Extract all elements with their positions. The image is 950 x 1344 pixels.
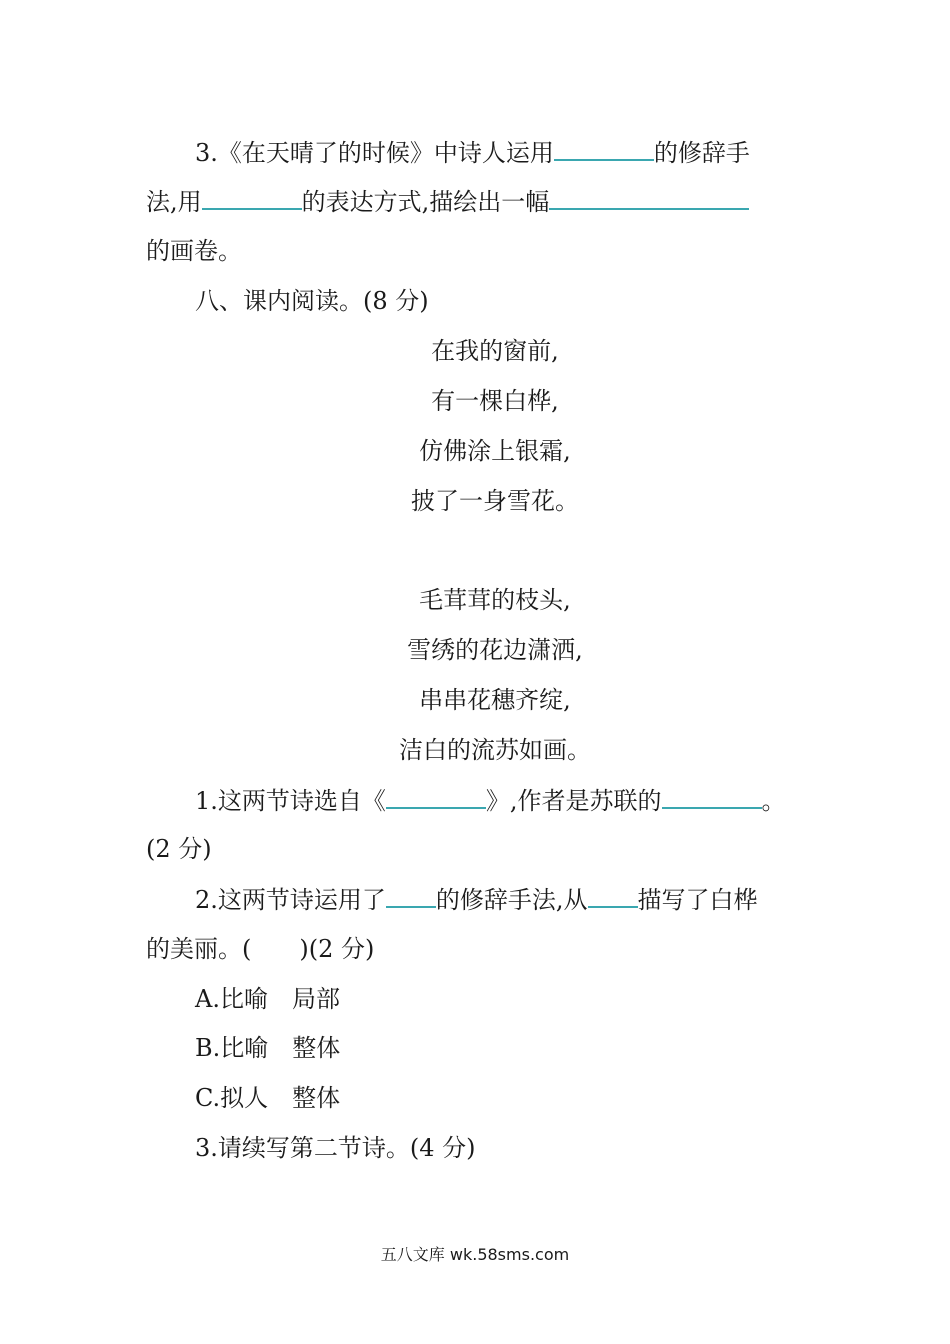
q1-text-2: 》,作者是苏联的	[485, 787, 662, 815]
poem-line: 仿佛涂上银霜,	[419, 437, 571, 465]
q3-text-3: 法,用	[146, 188, 202, 216]
q3-text-2: 的修辞手	[653, 139, 750, 167]
q1-blank-title[interactable]	[386, 785, 486, 809]
q2-blank-rhetoric[interactable]	[386, 884, 436, 908]
footer-watermark: 五八文库 wk.58sms.com	[380, 1245, 570, 1264]
q3-text-4: 的表达方式,描绘出一幅	[301, 188, 550, 216]
q2-option-a[interactable]: A.比喻 局部	[195, 985, 340, 1013]
poem-line: 雪绣的花边潇洒,	[407, 636, 583, 664]
q3-line2	[146, 186, 749, 217]
q3-text-5: 的画卷。	[146, 237, 242, 265]
q2-blank-perspective[interactable]	[588, 884, 638, 908]
q2-text-5: )(2 分)	[299, 935, 375, 963]
q2-option-c[interactable]: C.拟人 整体	[195, 1084, 341, 1112]
q1-text-3: 。	[761, 787, 786, 815]
q2-line2	[146, 934, 374, 964]
question-3: 3.请续写第二节诗。(4 分)	[195, 1134, 476, 1162]
q2-text-2: 的修辞手法,从	[435, 886, 588, 914]
q3-line3	[146, 236, 242, 266]
q2-option-b[interactable]: B.比喻 整体	[195, 1034, 341, 1062]
q2-text-3: 描写了白桦	[637, 886, 758, 914]
q2-text-4: 的美丽。(	[146, 935, 252, 963]
q3-text-1: 3.《在天晴了的时候》中诗人运用	[195, 139, 554, 167]
q2-text-1: 2.这两节诗运用了	[195, 886, 386, 914]
poem-line: 有一棵白桦,	[431, 387, 559, 415]
q3-blank-picture[interactable]	[549, 186, 749, 210]
q1-text-1: 1.这两节诗选自《	[195, 787, 386, 815]
poem-line: 披了一身雪花。	[411, 487, 579, 515]
poem-line: 洁白的流苏如画。	[399, 736, 591, 764]
q3-line1	[195, 137, 750, 168]
q1-score: (2 分)	[146, 835, 212, 863]
q3-blank-rhetoric[interactable]	[554, 137, 654, 161]
section-heading: 八、课内阅读。(8 分)	[195, 287, 429, 315]
q3-blank-expression[interactable]	[202, 186, 302, 210]
question-1	[195, 785, 786, 816]
question-2	[195, 884, 758, 915]
poem-line: 在我的窗前,	[431, 337, 559, 365]
poem-line: 毛茸茸的枝头,	[419, 586, 571, 614]
poem-line: 串串花穗齐绽,	[419, 686, 571, 714]
q1-blank-author[interactable]	[662, 785, 762, 809]
